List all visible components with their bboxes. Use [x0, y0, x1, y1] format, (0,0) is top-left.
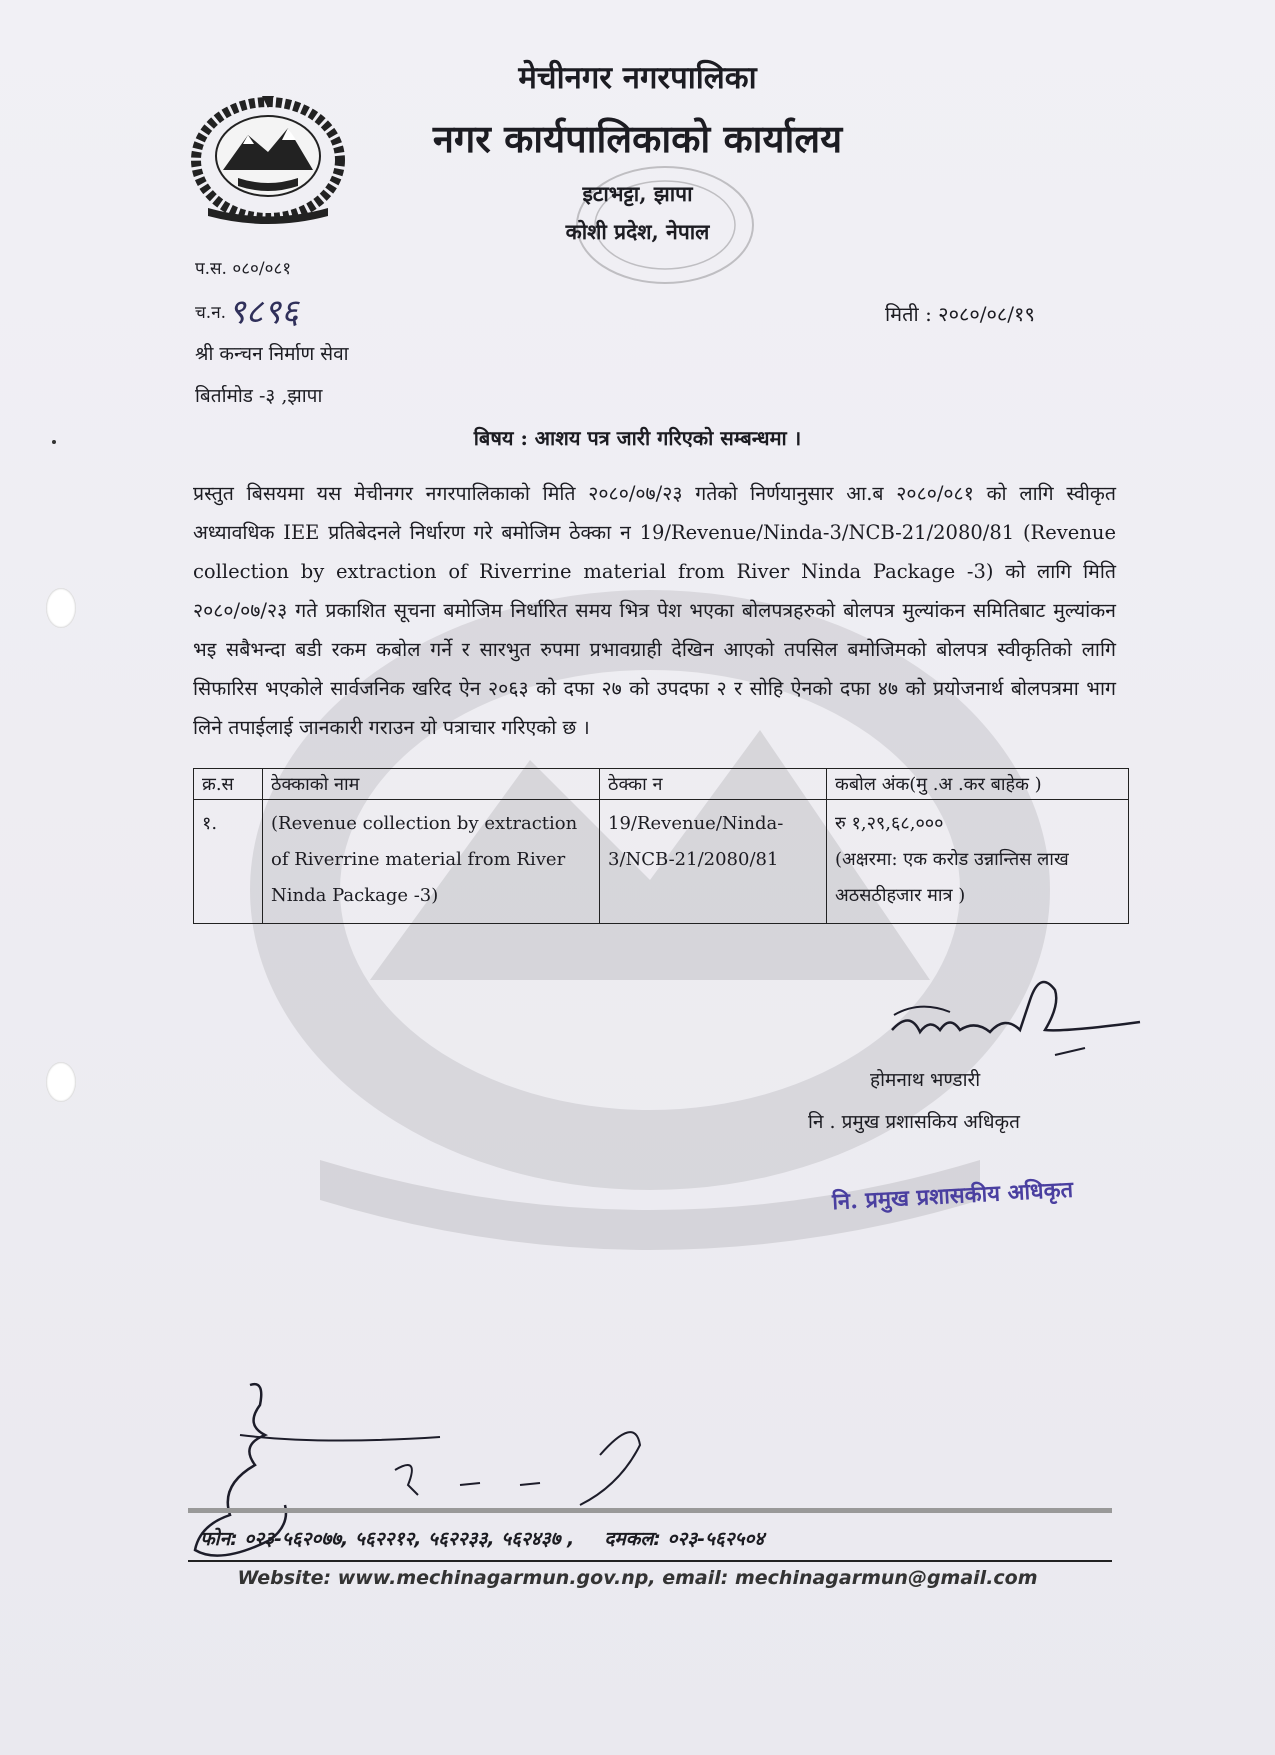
header-name: ठेक्काको नाम	[263, 769, 600, 800]
municipality-name: मेचीनगर नगरपालिका	[518, 60, 757, 96]
office-location: इटाभट्टा, झापा	[582, 181, 693, 206]
punch-hole-bottom	[46, 1062, 76, 1102]
footer-website: Website: www.mechinagarmun.gov.np, email: mechinagarmun@gmail.com	[237, 1567, 1038, 1589]
cell-sn: १.	[194, 800, 263, 924]
signatory-title: नि . प्रमुख प्रशासकिय अधिकृत	[808, 1111, 1020, 1133]
punch-hole-top	[46, 588, 76, 628]
cell-name: (Revenue collection by extraction of Riverrine material from River Ninda Package -3)	[263, 800, 600, 924]
header-sn: क्र.स	[194, 769, 263, 800]
reference-ps: प.स. ०८०/०८१	[195, 259, 292, 279]
footer-fire: दमकल: ०२३-५६२५०४	[604, 1528, 765, 1550]
header-amount: कबोल अंक(मु .अ .कर बाहेक )	[827, 769, 1129, 800]
footer-rule-bottom	[188, 1560, 1112, 1562]
cell-amount	[827, 800, 1129, 924]
amount-figure: रु १,२९,६८,०००	[835, 813, 944, 834]
letter-date: मिती : २०८०/०८/१९	[885, 302, 1035, 326]
table-header-row	[194, 769, 1129, 800]
table-row	[194, 800, 1129, 924]
office-name: नगर कार्यपालिकाको कार्यालय	[432, 116, 843, 161]
recipient-name: श्री कन्चन निर्माण सेवा	[195, 343, 349, 365]
office-province: कोशी प्रदेश, नेपाल	[565, 219, 710, 244]
header-contract-no: ठेक्का न	[600, 769, 827, 800]
reference-cn-handwritten: ९८९६	[228, 292, 299, 332]
signatory-stamp: नि. प्रमुख प्रशासकीय अधिकृत	[831, 1176, 1074, 1216]
reference-cn-label: च.न.	[195, 303, 227, 323]
letter-body: प्रस्तुत बिसयमा यस मेचीनगर नगरपालिकाको मिति २०८०/०७/२३ गतेको निर्णयानुसार आ.ब २०८०/०८१ को लागि स्वीकृत अध्यावधिक IEE प्रतिबेदनले निर्धारण गरे बमोजिम ठेक्का न 19/Revenue/Ninda-3/NCB-21/2080/81 (Revenue collection by extraction of Riverrine material from River Ninda Package -3) को लागि मिति २०८०/०७/२३ गते प्रकाशित सूचना बमोजिम निर्धारित समय भित्र पेश भएका बोलपत्रहरुको बोलपत्र मुल्यांकन समितिबाट मुल्यांकन भइ सबैभन्दा बडी रकम कबोल गर्ने र सारभुत रुपमा प्रभावग्राही देखिन आएको तपसिल बमोजिमको बोलपत्र स्वीकृतिको लागि सिफारिस भएकोले सार्वजनिक खरिद ऐन २०६३ को दफा २७ को उपदफा २ र सोहि ऐनको दफा ४७ को प्रयोजनार्थ बोलपत्रमा भाग लिने तपाईलाई जानकारी गराउन यो पत्राचार गरिएको छ ।	[193, 482, 1116, 739]
footer-rule-top	[188, 1508, 1112, 1513]
signatory-name: होमनाथ भण्डारी	[870, 1069, 981, 1091]
footer-contacts	[200, 1525, 1100, 1551]
recipient-address: बिर्तामोड -३ ,झापा	[195, 385, 323, 407]
officer-signature	[880, 960, 1150, 1070]
cell-contract-no: 19/Revenue/Ninda-3/NCB-21/2080/81	[600, 800, 827, 924]
footer-phone: फोन: ०२३-५६२०७७, ५६२२१२, ५६२२३३, ५६२४३७ ,	[200, 1528, 575, 1550]
contract-table	[193, 768, 1129, 924]
letter-subject: बिषय : आशय पत्र जारी गरिएको सम्बन्धमा ।	[473, 426, 802, 450]
amount-words: (अक्षरमा: एक करोड उन्नान्तिस लाख अठसठीहजार मात्र )	[835, 849, 1069, 906]
